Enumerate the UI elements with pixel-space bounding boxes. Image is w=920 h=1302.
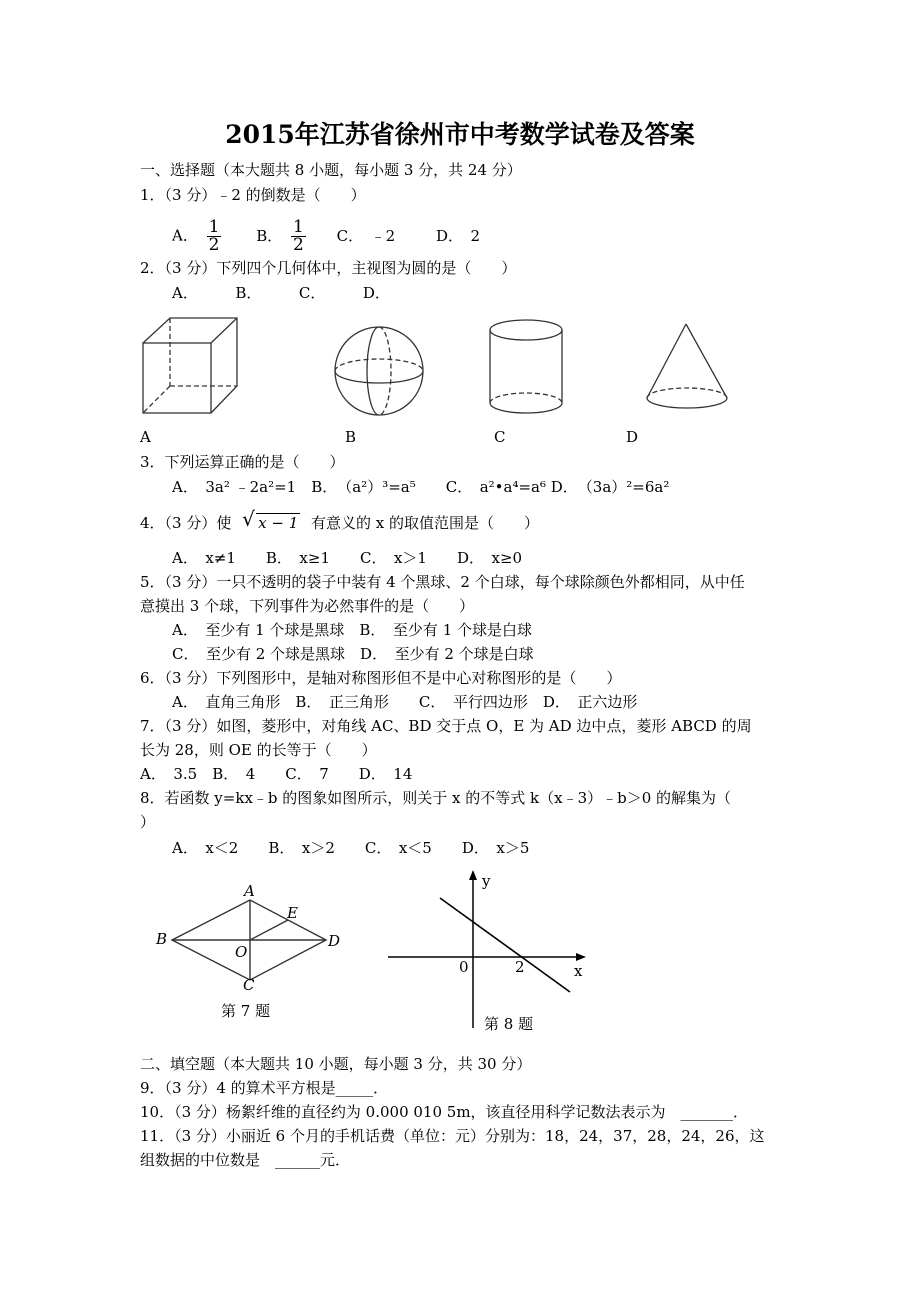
q7-figure-caption: 第 7 题 — [221, 1002, 271, 1020]
q7-point-a: A — [244, 882, 255, 900]
q7-point-b: B — [156, 930, 168, 948]
q5-options-line1: A． 至少有 1 个球是黑球 B． 至少有 1 个球是白球 — [172, 621, 533, 639]
q2-label-d: D — [626, 428, 639, 446]
q2-label-c: C — [494, 428, 506, 446]
q8-origin-label: 0 — [459, 958, 469, 976]
q4-stem-post: 有意义的 x 的取值范围是（ ） — [311, 514, 540, 532]
q8-y-axis-label: y — [482, 872, 491, 890]
q9: 9．（3 分）4 的算术平方根是_____． — [140, 1079, 389, 1097]
q1-fraction-b-den: 2 — [293, 235, 304, 255]
q2-cube-figure — [140, 316, 240, 416]
q1-options — [172, 219, 480, 254]
q2-label-a: A — [140, 428, 151, 446]
q11-line1: 11．（3 分）小丽近 6 个月的手机话费（单位：元）分别为：18，24，37，28，24，26，这 — [140, 1127, 765, 1145]
q10: 10．（3 分）杨絮纤维的直径约为 0.000 010 5m，该直径用科学记数法表示为 _______． — [140, 1103, 749, 1121]
q1-option-a: A． — [172, 226, 198, 245]
q1-fraction-a-num: 1 — [208, 217, 220, 237]
q4-sqrt-expression: √ x − 1 — [242, 507, 299, 532]
q1-option-c: C． ﹣2 — [336, 226, 396, 245]
q2-stem: 2．（3 分）下列四个几何体中，主视图为圆的是（ ） — [140, 259, 517, 277]
q8-options: A． x＜2 B． x＞2 C． x＜5 D． x＞5 — [172, 839, 530, 857]
q7-point-d: D — [328, 932, 341, 950]
q1-fraction-a-den: 2 — [208, 235, 220, 255]
q7-stem-line1: 7．（3 分）如图，菱形中，对角线 AC、BD 交于点 O，E 为 AD 边中点，菱形 ABCD 的周 — [140, 717, 752, 735]
q2-options: A． B． C． D． — [172, 284, 390, 302]
q8-stem-line1: 8．若函数 y=kx﹣b 的图象如图所示，则关于 x 的不等式 k（x﹣3）﹣b＞0 的解集为（ — [140, 789, 732, 807]
q1-fraction-b — [291, 219, 306, 254]
q2-cylinder-figure — [486, 318, 566, 416]
q7-rhombus-figure — [170, 898, 330, 978]
q1-fraction-a — [207, 219, 222, 254]
q7-point-o: O — [235, 943, 248, 961]
q4-options: A． x≠1 B． x≥1 C． x＞1 D． x≥0 — [172, 549, 523, 567]
q7-stem-line2: 长为 28，则 OE 的长等于（ ） — [140, 741, 377, 759]
q7-point-c: C — [243, 976, 255, 994]
section-2-heading: 二、填空题（本大题共 10 小题，每小题 3 分，共 30 分） — [140, 1055, 532, 1073]
q4-radicand: x − 1 — [258, 514, 299, 532]
q1-stem: 1．（3 分）﹣2 的倒数是（ ） — [140, 186, 366, 204]
q11-line2: 组数据的中位数是 ______元． — [140, 1151, 351, 1169]
q8-x-axis-label: x — [574, 962, 583, 980]
q8-x-tick-2: 2 — [515, 958, 525, 976]
q6-options: A． 直角三角形 B． 正三角形 C． 平行四边形 D． 正六边形 — [172, 693, 638, 711]
q1-fraction-b-num: 1 — [293, 217, 304, 237]
q7-point-e: E — [287, 904, 298, 922]
q8-figure-caption: 第 8 题 — [484, 1015, 534, 1033]
section-1-heading: 一、选择题（本大题共 8 小题，每小题 3 分，共 24 分） — [140, 161, 522, 179]
q4-stem-pre: 4．（3 分）使 — [140, 514, 232, 532]
q3-stem: 3．下列运算正确的是（ ） — [140, 453, 345, 471]
q6-stem: 6．（3 分）下列图形中，是轴对称图形但不是中心对称图形的是（ ） — [140, 669, 622, 687]
q8-stem-line2: ） — [140, 813, 156, 831]
q1-option-d: D． 2 — [435, 226, 481, 245]
q5-options-line2: C． 至少有 2 个球是黑球 D． 至少有 2 个球是白球 — [172, 645, 534, 663]
q5-stem-line2: 意摸出 3 个球，下列事件为必然事件的是（ ） — [140, 597, 475, 615]
q3-options: A． 3a² ﹣2a²=1 B． （a²）³=a⁵ C． a²•a⁴=a⁶ D． （3a）²=6a² — [172, 478, 670, 496]
q4-stem — [140, 507, 540, 533]
q2-sphere-figure — [333, 325, 425, 417]
q2-label-b: B — [345, 428, 357, 446]
page-title: 2015年江苏省徐州市中考数学试卷及答案 — [225, 120, 695, 149]
q8-function-graph — [388, 870, 588, 1030]
q2-cone-figure — [644, 322, 732, 414]
q7-options: A． 3.5 B． 4 C． 7 D． 14 — [140, 765, 413, 783]
q1-option-b: B． — [256, 226, 283, 245]
q5-stem-line1: 5．（3 分）一只不透明的袋子中装有 4 个黑球、2 个白球，每个球除颜色外都相同，从中任 — [140, 573, 745, 591]
